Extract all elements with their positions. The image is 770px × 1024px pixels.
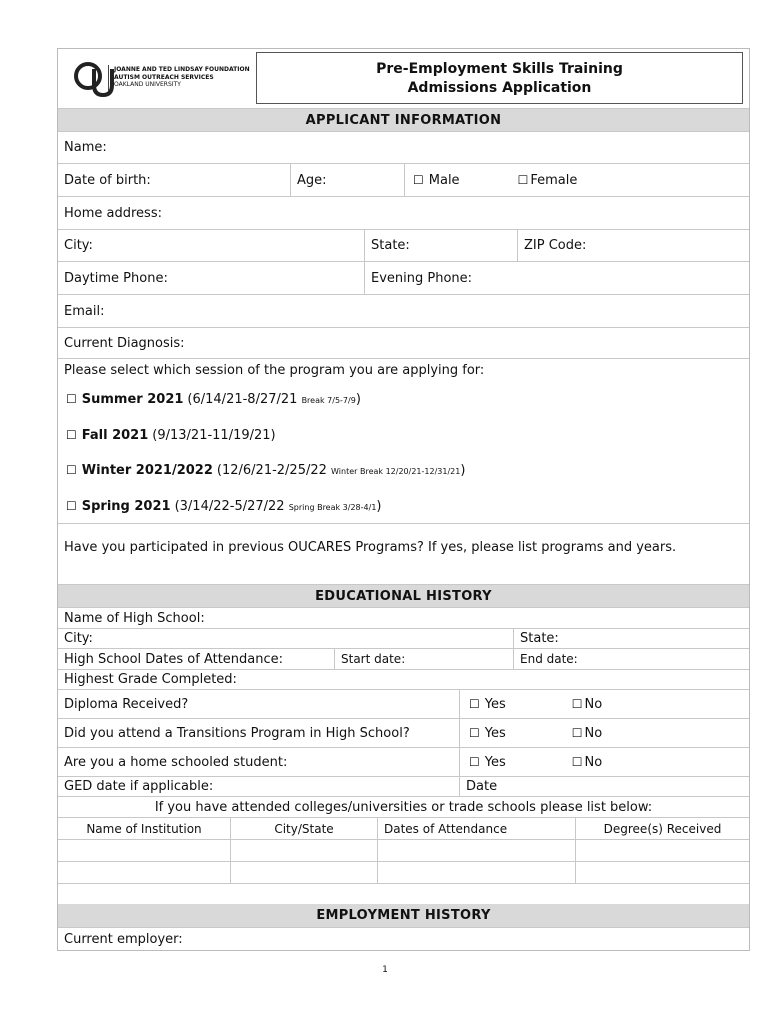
hs-city-field[interactable] [58, 629, 513, 648]
institution-input[interactable] [58, 862, 230, 883]
ged-date-label: Date [466, 779, 498, 794]
college-row [58, 840, 749, 862]
session-name: Fall 2021 [81, 428, 149, 443]
diploma-no-checkbox[interactable]: ☐ [571, 697, 583, 711]
current-employer-field[interactable] [58, 928, 749, 950]
dob-row [58, 164, 749, 197]
no-label: No [584, 754, 603, 770]
session-close: ) [355, 392, 361, 407]
transitions-label-cell [58, 719, 459, 747]
home-address-field[interactable] [58, 197, 749, 229]
hs-state-field[interactable] [513, 629, 749, 648]
session-close: ) [460, 463, 466, 478]
session-dates: (9/13/21-11/19/21) [152, 428, 276, 443]
hs-dates-label-cell [58, 649, 334, 669]
institution-input[interactable] [58, 840, 230, 861]
college-prompt: If you have attended colleges/universities or trade schools please list below: [154, 799, 653, 815]
hs-dates-label: High School Dates of Attendance: [64, 651, 284, 667]
home-address-label: Home address: [64, 205, 162, 221]
col-city-state: City/State [230, 818, 377, 839]
logo-line-2: AUTISM OUTREACH SERVICES [114, 73, 214, 81]
ged-row [58, 777, 749, 797]
section-employment-history: EMPLOYMENT HISTORY [58, 904, 749, 928]
summer-checkbox[interactable]: ☐ [66, 392, 77, 406]
hs-dates-row [58, 649, 749, 670]
hs-state-label: State: [520, 631, 559, 646]
homeschool-row [58, 748, 749, 777]
yes-label: Yes [484, 725, 506, 741]
col-dates: Dates of Attendance [377, 818, 575, 839]
session-winter[interactable] [66, 463, 465, 478]
previous-programs-row[interactable] [58, 524, 749, 585]
dob-field[interactable] [58, 164, 290, 196]
transitions-label: Did you attend a Transitions Program in High School? [64, 725, 410, 741]
no-label: No [584, 696, 603, 712]
transitions-no-checkbox[interactable]: ☐ [571, 726, 583, 740]
homeschool-label: Are you a home schooled student: [64, 754, 288, 770]
session-row [58, 359, 749, 524]
ged-label: GED date if applicable: [64, 779, 214, 794]
logo-line-1: JOANNE AND TED LINDSAY FOUNDATION [114, 66, 250, 73]
age-field[interactable] [290, 164, 404, 196]
phone-row [58, 262, 749, 295]
dob-label: Date of birth: [64, 172, 151, 188]
hs-name-field[interactable] [58, 608, 749, 628]
homeschool-options [459, 748, 749, 776]
evening-phone-field[interactable] [364, 262, 749, 294]
spring-checkbox[interactable]: ☐ [66, 499, 77, 513]
city-field[interactable] [58, 230, 364, 261]
daytime-phone-label: Daytime Phone: [64, 270, 168, 286]
city-state-zip-row [58, 230, 749, 262]
diagnosis-row [58, 328, 749, 359]
ged-label-cell [58, 777, 459, 796]
session-name: Summer 2021 [81, 392, 184, 407]
age-label: Age: [297, 172, 327, 188]
session-dates: (12/6/21-2/25/22 [216, 463, 327, 478]
hs-name-label: Name of High School: [64, 610, 205, 626]
transitions-yes-checkbox[interactable]: ☐ [469, 726, 480, 740]
fall-checkbox[interactable]: ☐ [66, 428, 77, 442]
email-label: Email: [64, 303, 105, 319]
diagnosis-label: Current Diagnosis: [64, 335, 185, 351]
session-prompt: Please select which session of the program you are applying for: [64, 363, 485, 378]
degree-input[interactable] [575, 862, 749, 883]
ou-logo [58, 49, 256, 107]
diploma-row [58, 690, 749, 719]
logo-line-3: OAKLAND UNIVERSITY [114, 81, 181, 88]
dates-input[interactable] [377, 840, 575, 861]
diploma-options [459, 690, 749, 718]
application-form [57, 48, 750, 951]
session-close: ) [376, 499, 382, 514]
session-spring[interactable] [66, 499, 381, 514]
name-field[interactable] [58, 132, 749, 163]
female-checkbox[interactable]: ☐ [517, 173, 529, 187]
college-row [58, 862, 749, 884]
start-date-label: Start date: [341, 652, 406, 666]
homeschool-label-cell [58, 748, 459, 776]
form-header [58, 49, 749, 109]
section-educational-history: EDUCATIONAL HISTORY [58, 585, 749, 608]
form-title [256, 52, 743, 104]
address-row [58, 197, 749, 230]
session-summer[interactable] [66, 392, 361, 407]
degree-input[interactable] [575, 840, 749, 861]
yes-label: Yes [484, 754, 506, 770]
homeschool-no-checkbox[interactable]: ☐ [571, 755, 583, 769]
col-institution: Name of Institution [86, 821, 202, 836]
ged-date-field[interactable] [459, 777, 749, 796]
session-break: Spring Break 3/28-4/1 [288, 503, 377, 512]
current-employer-label: Current employer: [64, 931, 183, 947]
college-header-row [58, 818, 749, 840]
male-label: Male [428, 172, 460, 188]
highest-grade-row [58, 670, 749, 690]
previous-programs-label: Have you participated in previous OUCARES Programs? If yes, please list programs and years. [64, 540, 677, 555]
session-break: Winter Break 12/20/21-12/31/21 [331, 467, 461, 476]
highest-grade-field[interactable] [58, 670, 749, 689]
city-state-input[interactable] [230, 840, 377, 861]
diploma-label-cell [58, 690, 459, 718]
female-label: Female [530, 172, 578, 188]
hs-city-label: City: [64, 631, 93, 646]
session-name: Spring 2021 [81, 499, 171, 514]
title-line-1: Pre-Employment Skills Training [376, 61, 623, 77]
city-state-input[interactable] [230, 862, 377, 883]
session-name: Winter 2021/2022 [81, 463, 213, 478]
transitions-row [58, 719, 749, 748]
diagnosis-field[interactable] [58, 328, 749, 358]
start-date-field[interactable] [334, 649, 513, 669]
hs-city-row [58, 629, 749, 649]
state-label: State: [371, 238, 410, 253]
col-degree: Degree(s) Received [575, 818, 749, 839]
zip-label: ZIP Code: [524, 238, 587, 253]
college-prompt-row [58, 797, 749, 818]
session-fall[interactable] [66, 428, 276, 443]
title-line-2: Admissions Application [407, 80, 592, 96]
end-date-field[interactable] [513, 649, 749, 669]
city-label: City: [64, 238, 93, 253]
email-row [58, 295, 749, 328]
homeschool-yes-checkbox[interactable]: ☐ [469, 755, 480, 769]
no-label: No [584, 725, 603, 741]
email-field[interactable] [58, 295, 749, 327]
end-date-label: End date: [520, 652, 578, 666]
male-checkbox[interactable]: ☐ [413, 173, 424, 187]
session-break: Break 7/5-7/9 [301, 396, 356, 405]
winter-checkbox[interactable]: ☐ [66, 463, 77, 477]
evening-phone-label: Evening Phone: [371, 270, 473, 286]
yes-label: Yes [484, 696, 506, 712]
current-employer-row [58, 928, 749, 950]
name-row [58, 132, 749, 164]
diploma-yes-checkbox[interactable]: ☐ [469, 697, 480, 711]
gender-field [404, 164, 749, 196]
hs-name-row [58, 608, 749, 629]
diploma-label: Diploma Received? [64, 696, 189, 712]
session-dates: (3/14/22-5/27/22 [174, 499, 285, 514]
daytime-phone-field[interactable] [58, 262, 364, 294]
zip-field[interactable] [517, 230, 749, 261]
highest-grade-label: Highest Grade Completed: [64, 672, 237, 687]
section-applicant-information: APPLICANT INFORMATION [58, 109, 749, 132]
session-dates: (6/14/21-8/27/21 [187, 392, 298, 407]
name-label: Name: [64, 140, 107, 155]
state-field[interactable] [364, 230, 517, 261]
transitions-options [459, 719, 749, 747]
page-number: 1 [382, 965, 388, 975]
dates-input[interactable] [377, 862, 575, 883]
